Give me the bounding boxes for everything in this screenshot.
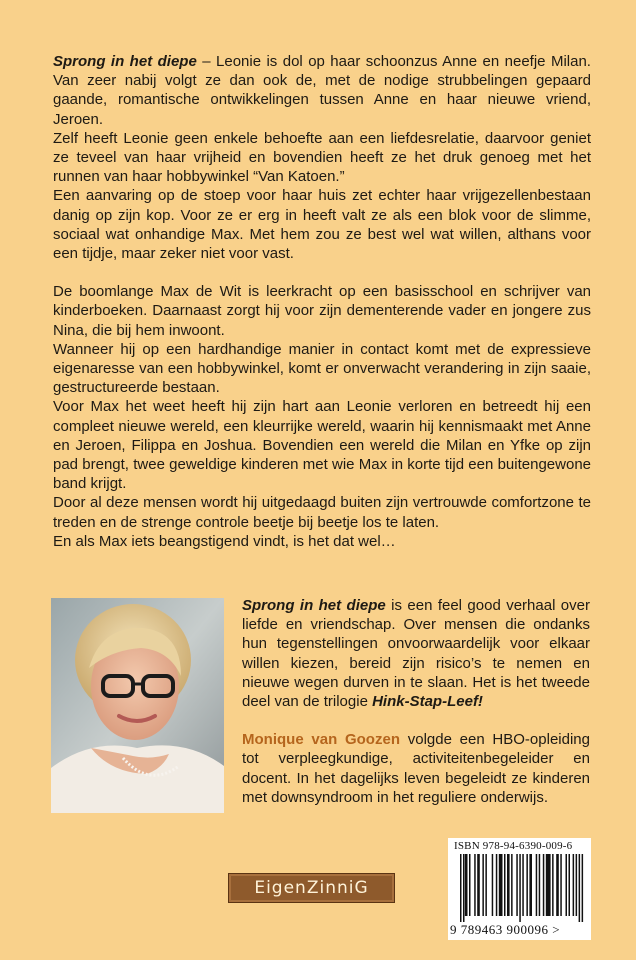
barcode-bar bbox=[569, 854, 571, 916]
barcode-bar bbox=[546, 854, 551, 916]
blurb-paragraph-2: Zelf heeft Leonie geen enkele behoefte aan een liefdesrelatie, daarvoor geniet ze teveel van haar vrijheid en bovendien heeft ze het druk genoeg met het runnen van haar hobbywinkel “Van Katoen.” bbox=[53, 129, 591, 186]
blurb-paragraph-6: Voor Max het weet heeft hij zijn hart aan Leonie verloren en betreedt hij een compleet nieuwe wereld, een kleurrijke wereld, waarin hij kennismaakt met Anne en Jeroen, Filippa en Joshua. Bovendien een wereld die Milan en Yfke op zijn pad brengt, twee geweldige kinderen met wie Max in korte tijd een buitengewone band krijgt. bbox=[53, 398, 591, 493]
barcode-bar bbox=[576, 854, 578, 916]
summary-text: is een feel good verhaal over liefde en vriendschap. Over mensen die ondanks hun tegenstellingen onvoorwaardelijk voor elkaar willen kiezen, bereid zijn risico’s te nemen en nieuwe wegen durven in te slaan. Het is het tweede deel van de trilogie bbox=[242, 597, 590, 711]
barcode-bar bbox=[516, 854, 518, 916]
barcode-bar bbox=[560, 854, 562, 916]
barcode-bar bbox=[511, 854, 512, 916]
summary-book-title: Sprong in het diepe bbox=[242, 597, 386, 614]
blurb-paragraph-8: En als Max iets beangstigend vindt, is het dat wel… bbox=[53, 532, 396, 550]
isbn-label: ISBN 978-94-6390-009-6 bbox=[454, 840, 573, 852]
barcode-bar bbox=[463, 854, 465, 922]
barcode-bar bbox=[556, 854, 559, 916]
barcode-bar bbox=[469, 854, 471, 916]
summary-paragraph bbox=[242, 596, 590, 711]
barcode-bar bbox=[566, 854, 568, 916]
barcode-bar bbox=[526, 854, 528, 916]
publisher-logo: EigenZinniG bbox=[228, 873, 395, 903]
author-photo bbox=[51, 598, 224, 813]
trilogy-title: Hink-Stap-Leef! bbox=[372, 693, 483, 711]
barcode-bar bbox=[485, 854, 487, 916]
barcode-bar bbox=[582, 854, 584, 922]
blurb-book-title: Sprong in het diepe bbox=[53, 53, 197, 70]
barcode-bar bbox=[492, 854, 494, 916]
blurb-paragraph-7: Door al deze mensen wordt hij uitgedaagd buiten zijn vertrouwde comfortzone te treden en de strenge controle beetje bij beetje los te laten. bbox=[53, 494, 591, 531]
barcode-bars bbox=[452, 854, 587, 922]
summary-column bbox=[242, 596, 590, 807]
barcode-bar bbox=[474, 854, 476, 916]
barcode bbox=[448, 838, 591, 940]
barcode-bar bbox=[552, 854, 554, 916]
barcode-bar bbox=[496, 854, 498, 916]
barcode-bar bbox=[579, 854, 581, 922]
author-name: Monique van Goozen bbox=[242, 731, 400, 749]
barcode-bar bbox=[539, 854, 541, 916]
barcode-bar bbox=[536, 854, 538, 916]
author-bio-text: volgde een HBO-opleiding tot verpleegkundige, activiteitenbegeleider en docent. In het dagelijks leven begeleidt ze kinderen met downsyndroom in het reguliere onderwijs. bbox=[242, 731, 590, 806]
barcode-bar bbox=[529, 854, 532, 916]
blurb-paragraph-4: De boomlange Max de Wit is leerkracht op een basisschool en schrijver van kinderboeken. Daarnaast zorgt hij voor zijn dementerende vader en jongere zus Nina, die bij hem inwoont. bbox=[53, 283, 591, 339]
barcode-bar bbox=[465, 854, 468, 916]
barcode-bar bbox=[460, 854, 462, 922]
barcode-bar bbox=[499, 854, 503, 916]
barcode-bar bbox=[519, 854, 521, 922]
barcode-bar bbox=[522, 854, 524, 916]
blurb-text bbox=[53, 52, 591, 551]
blurb-paragraph-5: Wanneer hij op een hardhandige manier in contact komt met de expressieve eigenaresse van een hobbywinkel, komt er onverwacht verandering in zijn saaie, gestructureerde bestaan. bbox=[53, 340, 591, 397]
author-bio bbox=[242, 730, 590, 807]
barcode-digits: 9 789463 900096 > bbox=[450, 922, 561, 937]
barcode-bar bbox=[504, 854, 506, 916]
blurb-paragraph-3: Een aanvaring op de stoep voor haar huis zet echter haar vrijgezellenbestaan danig op zijn kop. Voor ze er erg in heeft valt ze als een blok voor de slimme, sociaal wat onhandige Max. Met hem zou ze best wel wat willen, althans voor een tijdje, maar zeker niet voor vast. bbox=[53, 187, 591, 263]
barcode-bar bbox=[507, 854, 510, 916]
barcode-bar bbox=[573, 854, 575, 916]
blurb-paragraph-1-text: – Leonie is dol op haar schoonzus Anne en neefje Milan. Van zeer nabij volgt ze dan ook de, met de nodige strubbelingen gepaard gaande, romantische ontwikkelingen tussen Anne en haar nieuwe vriend, Jeroen. bbox=[53, 53, 591, 128]
barcode-bar bbox=[543, 854, 545, 916]
barcode-bar bbox=[477, 854, 480, 916]
barcode-bar bbox=[482, 854, 484, 916]
blurb-paragraph-1 bbox=[53, 52, 591, 129]
